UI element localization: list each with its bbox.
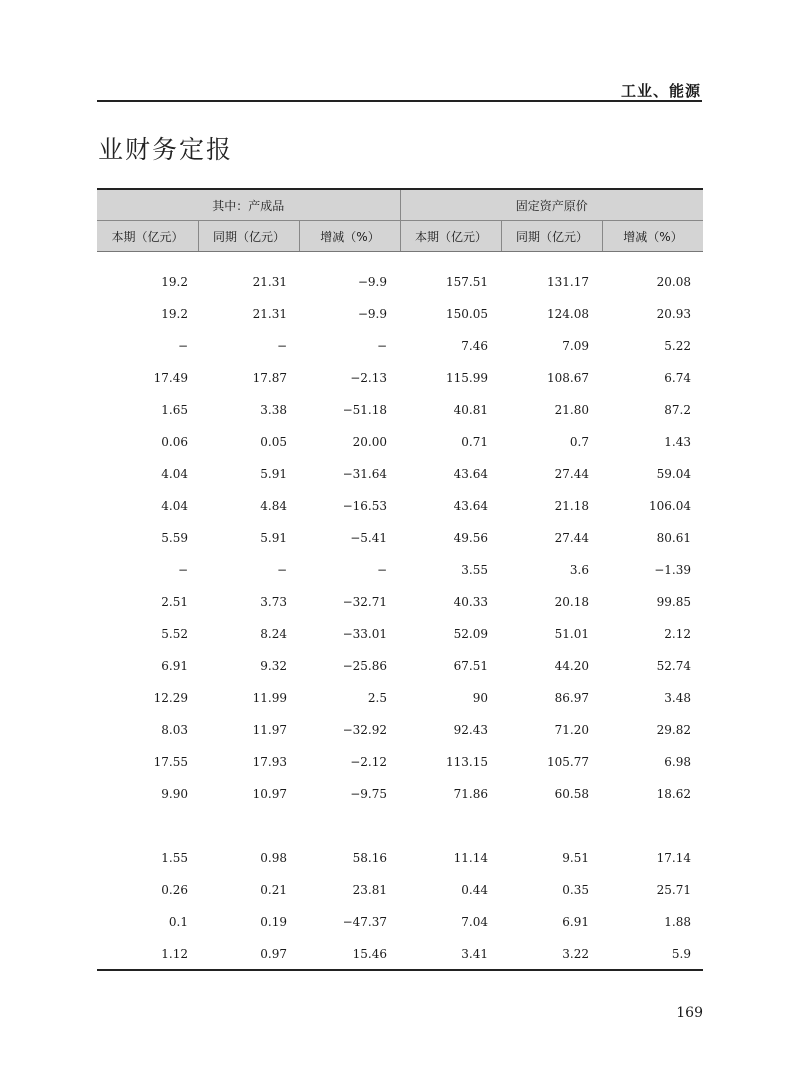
table-cell: 9.32 xyxy=(260,659,287,673)
table-cell: 71.86 xyxy=(453,787,488,801)
table-cell: −33.01 xyxy=(342,627,387,641)
table-cell: 0.97 xyxy=(260,947,287,961)
group-header-finished-products: 其中：产成品 xyxy=(212,198,285,213)
table-cell: 150.05 xyxy=(446,307,488,321)
table-cell: 4.84 xyxy=(260,499,287,513)
table-cell: 0.44 xyxy=(461,883,488,897)
table-cell: 12.29 xyxy=(153,691,188,705)
table-cell: 5.22 xyxy=(664,339,691,353)
table-cell: 1.43 xyxy=(664,435,691,449)
table-cell: 113.15 xyxy=(446,755,488,769)
table-cell: 106.04 xyxy=(649,499,691,513)
table-cell: 11.99 xyxy=(252,691,287,705)
table-cell: 21.31 xyxy=(252,307,287,321)
table-row xyxy=(97,874,703,906)
table-cell: −9.75 xyxy=(350,787,387,801)
table-cell: −5.41 xyxy=(350,531,387,545)
table-cell: 52.09 xyxy=(453,627,488,641)
table-cell: 8.03 xyxy=(161,723,188,737)
table-cell: 7.04 xyxy=(461,915,488,929)
table-cell: 0.71 xyxy=(461,435,488,449)
table-cell: 4.04 xyxy=(161,499,188,513)
table-row xyxy=(97,586,703,618)
column-header: 增减（%） xyxy=(299,221,400,251)
table-cell: 11.97 xyxy=(252,723,287,737)
table-cell: 17.49 xyxy=(153,371,188,385)
table-cell: − xyxy=(376,563,387,577)
table-cell: 17.93 xyxy=(252,755,287,769)
table-cell: 15.46 xyxy=(352,947,387,961)
column-header: 本期（亿元） xyxy=(111,229,184,244)
table-row xyxy=(97,522,703,554)
section-label: 工业、能源 xyxy=(620,82,701,100)
table-cell: 2.5 xyxy=(367,691,387,705)
table-cell: 0.26 xyxy=(161,883,188,897)
table-row xyxy=(97,266,703,298)
table-row xyxy=(97,778,703,810)
table-row xyxy=(97,330,703,362)
table-cell: 92.43 xyxy=(453,723,488,737)
table-cell: 3.22 xyxy=(562,947,589,961)
table-cell: 3.38 xyxy=(260,403,287,417)
table-row xyxy=(97,298,703,330)
table-cell: 27.44 xyxy=(554,531,589,545)
table-cell: 20.00 xyxy=(352,435,387,449)
header-rule xyxy=(97,100,702,102)
table-cell: 3.48 xyxy=(664,691,691,705)
table-cell: 1.88 xyxy=(664,915,691,929)
table-cell: 105.77 xyxy=(547,755,589,769)
table-cell: 3.6 xyxy=(569,563,589,577)
table-cell: 0.7 xyxy=(569,435,589,449)
table-body xyxy=(97,252,703,970)
table-cell: − xyxy=(276,563,287,577)
table-cell: 25.71 xyxy=(656,883,691,897)
column-header: 本期（亿元） xyxy=(400,221,501,251)
table-cell: −25.86 xyxy=(342,659,387,673)
group-header-fixed-assets: 固定资产原价 xyxy=(400,190,704,220)
table-cell: 21.80 xyxy=(554,403,589,417)
table-cell: −9.9 xyxy=(357,307,387,321)
table-cell: −32.92 xyxy=(342,723,387,737)
table-cell: 4.04 xyxy=(161,467,188,481)
table-cell: 1.65 xyxy=(161,403,188,417)
table-cell: 157.51 xyxy=(446,275,488,289)
table-cell: 6.74 xyxy=(664,371,691,385)
table-cell: 18.62 xyxy=(656,787,691,801)
table-group-header-row xyxy=(97,190,703,221)
table-cell: 71.20 xyxy=(554,723,589,737)
table-cell: 60.58 xyxy=(554,787,589,801)
table-cell: 8.24 xyxy=(260,627,287,641)
table-cell: 0.06 xyxy=(161,435,188,449)
column-header: 同期（亿元） xyxy=(501,221,602,251)
table-cell: −1.39 xyxy=(654,563,691,577)
table-cell: −2.12 xyxy=(350,755,387,769)
table-cell: 23.81 xyxy=(352,883,387,897)
table-cell: − xyxy=(177,563,188,577)
table-cell: 29.82 xyxy=(656,723,691,737)
table-cell: 20.18 xyxy=(554,595,589,609)
table-cell: −9.9 xyxy=(357,275,387,289)
table-cell: 17.55 xyxy=(153,755,188,769)
table-cell: 10.97 xyxy=(252,787,287,801)
table-cell: −51.18 xyxy=(342,403,387,417)
table-cell: 6.91 xyxy=(161,659,188,673)
table-cell: 5.52 xyxy=(161,627,188,641)
table-cell: 3.41 xyxy=(461,947,488,961)
table-row xyxy=(97,618,703,650)
table-row xyxy=(97,714,703,746)
table-cell: 27.44 xyxy=(554,467,589,481)
table-cell: 0.1 xyxy=(168,915,188,929)
table-cell: 20.08 xyxy=(656,275,691,289)
table-cell: −2.13 xyxy=(350,371,387,385)
table-cell: 5.9 xyxy=(671,947,691,961)
table-cell: 1.55 xyxy=(161,851,188,865)
table-cell: 44.20 xyxy=(554,659,589,673)
table-cell: 115.99 xyxy=(446,371,488,385)
table-row xyxy=(97,362,703,394)
table-cell: 0.05 xyxy=(260,435,287,449)
table-row xyxy=(97,650,703,682)
table-cell: 5.59 xyxy=(161,531,188,545)
table-row xyxy=(97,394,703,426)
table-cell: 108.67 xyxy=(547,371,589,385)
table-cell: 17.14 xyxy=(656,851,691,865)
table-cell: 2.12 xyxy=(664,627,691,641)
page-number: 169 xyxy=(676,1005,703,1021)
table-row xyxy=(97,490,703,522)
table-cell: −16.53 xyxy=(342,499,387,513)
table-cell: 131.17 xyxy=(547,275,589,289)
table-cell: 43.64 xyxy=(453,467,488,481)
table-cell: 86.97 xyxy=(554,691,589,705)
table-cell: 58.16 xyxy=(352,851,387,865)
table-cell: 1.12 xyxy=(161,947,188,961)
table-cell: 20.93 xyxy=(656,307,691,321)
page-title: 业财务定报 xyxy=(98,135,234,164)
table-cell: 7.46 xyxy=(461,339,488,353)
table-cell: 17.87 xyxy=(252,371,287,385)
table-cell: 5.91 xyxy=(260,467,287,481)
table-cell: − xyxy=(376,339,387,353)
table-cell: 0.98 xyxy=(260,851,287,865)
table-cell: 0.35 xyxy=(562,883,589,897)
table-cell: 49.56 xyxy=(453,531,488,545)
table-row xyxy=(97,426,703,458)
table-cell: 3.73 xyxy=(260,595,287,609)
table-row xyxy=(97,682,703,714)
table-cell: 40.33 xyxy=(453,595,488,609)
table-cell: 67.51 xyxy=(453,659,488,673)
column-header: 同期（亿元） xyxy=(198,221,299,251)
table-cell: 40.81 xyxy=(453,403,488,417)
table-row xyxy=(97,458,703,490)
table-cell: 43.64 xyxy=(453,499,488,513)
table-cell: 59.04 xyxy=(656,467,691,481)
table-cell: − xyxy=(276,339,287,353)
table-cell: 0.19 xyxy=(260,915,287,929)
table-cell: 9.51 xyxy=(562,851,589,865)
table-cell: 124.08 xyxy=(547,307,589,321)
table-row xyxy=(97,746,703,778)
table-cell: 87.2 xyxy=(664,403,691,417)
table-cell: 19.2 xyxy=(161,307,188,321)
table-row xyxy=(97,938,703,970)
column-header: 增减（%） xyxy=(602,221,703,251)
table-cell: 7.09 xyxy=(562,339,589,353)
table-cell: 21.31 xyxy=(252,275,287,289)
table-row xyxy=(97,554,703,586)
table-cell: − xyxy=(177,339,188,353)
table-cell: 52.74 xyxy=(656,659,691,673)
table-cell: 80.61 xyxy=(656,531,691,545)
table-cell: 11.14 xyxy=(453,851,488,865)
table-cell: 21.18 xyxy=(554,499,589,513)
table-cell: −31.64 xyxy=(342,467,387,481)
table-cell: 51.01 xyxy=(554,627,589,641)
table-cell: −47.37 xyxy=(342,915,387,929)
table-cell: 2.51 xyxy=(161,595,188,609)
table-cell: 3.55 xyxy=(461,563,488,577)
table-gap xyxy=(97,810,703,842)
table-bottom-rule xyxy=(97,969,703,971)
financial-table xyxy=(97,188,703,970)
table-cell: 90 xyxy=(472,691,488,705)
table-cell: 6.91 xyxy=(562,915,589,929)
table-cell: 6.98 xyxy=(664,755,691,769)
table-cell: 0.21 xyxy=(260,883,287,897)
table-row xyxy=(97,906,703,938)
table-cell: 5.91 xyxy=(260,531,287,545)
table-cell: 9.90 xyxy=(161,787,188,801)
table-cell: 19.2 xyxy=(161,275,188,289)
table-cell: −32.71 xyxy=(342,595,387,609)
table-row xyxy=(97,842,703,874)
table-column-header-row xyxy=(97,221,703,252)
table-cell: 99.85 xyxy=(656,595,691,609)
